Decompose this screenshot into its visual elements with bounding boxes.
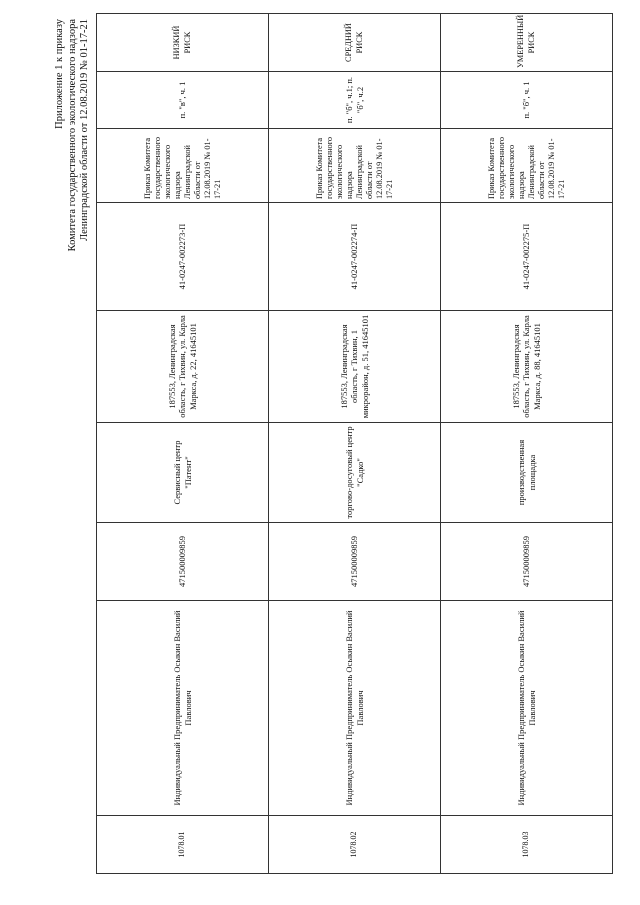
object-code-cell: 41-0247-002273-П (97, 203, 269, 311)
inn-cell: 471500009859 (269, 523, 441, 601)
header-text (54, 19, 92, 319)
criteria-cell: п. "б", ч.1; п. "б", ч.2 (269, 72, 441, 129)
criteria-cell: п. "б", ч. 1 (441, 72, 613, 129)
registry-table-wrapper (96, 14, 613, 874)
registry-table (96, 13, 613, 874)
inn-cell: 471500009859 (97, 523, 269, 601)
header-line-2: Комитета государственного экологического надзора (66, 19, 78, 252)
header-line-3: Ленинградской области от 12.08.2019 № 01-17-21 (79, 19, 90, 241)
order-cell: Приказ Комитета государственного экологического надзора Ленинградской области от 12.08.2019 № 01-17-21 (269, 129, 441, 203)
address-cell: 187553, Ленинградская область, г Тихвин, 1 микрорайон, д. 51, 41645101 (269, 311, 441, 423)
table-row (269, 14, 441, 874)
risk-category-cell: СРЕДНИЙ РИСК (269, 14, 441, 72)
rotated-table-container (96, 14, 613, 874)
criteria-cell: п. "в", ч. 1 (97, 72, 269, 129)
order-cell: Приказ Комитета государственного экологического надзора Ленинградской области от 12.08.2019 № 01-17-21 (441, 129, 613, 203)
header-line-1: Приложение 1 к приказу (54, 19, 65, 129)
owner-cell: Индивидуальный Предприниматель Осыкин Василий Павлович (97, 601, 269, 816)
address-cell: 187553, Ленинградская область, г Тихвин, ул. Карла Маркса, д. 22, 41645101 (97, 311, 269, 423)
row-number: 1078.03 (441, 816, 613, 874)
object-code-cell: 41-0247-002275-П (441, 203, 613, 311)
object-code-cell: 41-0247-002274-П (269, 203, 441, 311)
inn-cell: 471500009859 (441, 523, 613, 601)
row-number: 1078.01 (97, 816, 269, 874)
risk-category-cell: УМЕРЕННЫЙ РИСК (441, 14, 613, 72)
owner-cell: Индивидуальный Предприниматель Осыкин Василий Павлович (269, 601, 441, 816)
row-number: 1078.02 (269, 816, 441, 874)
owner-cell: Индивидуальный Предприниматель Осыкин Василий Павлович (441, 601, 613, 816)
address-cell: 187553, Ленинградская область, г Тихвин, ул. Карла Маркса, д. 88, 41645101 (441, 311, 613, 423)
risk-category-cell: НИЗКИЙ РИСК (97, 14, 269, 72)
table-row (97, 14, 269, 874)
order-cell: Приказ Комитета государственного экологического надзора Ленинградской области от 12.08.2019 № 01-17-21 (97, 129, 269, 203)
table-row (441, 14, 613, 874)
object-cell: производственная площадка (441, 423, 613, 523)
object-cell: Сервисный центр "Патент" (97, 423, 269, 523)
object-cell: торгово-досуговый центр "Садко" (269, 423, 441, 523)
